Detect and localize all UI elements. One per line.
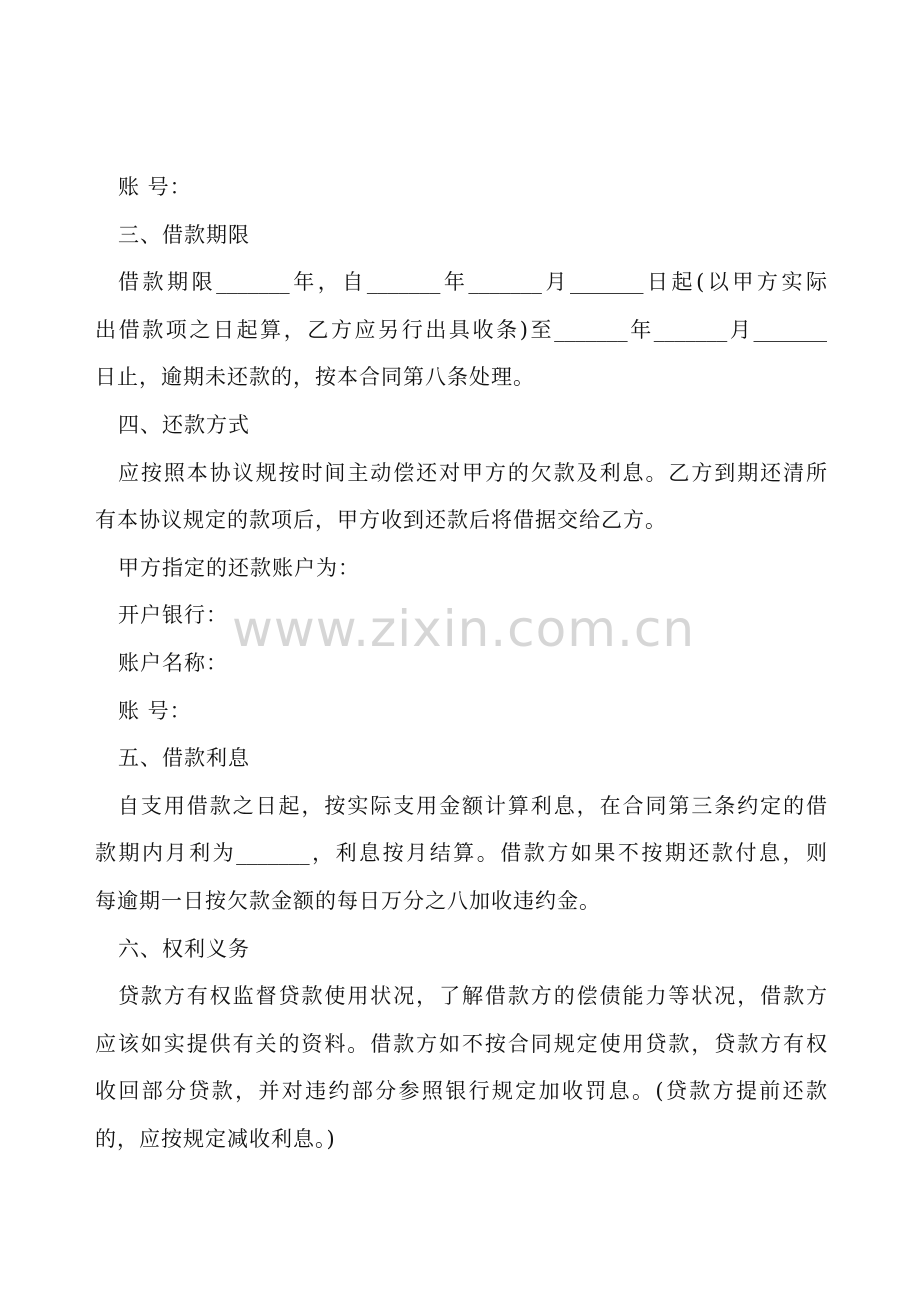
repayment-account-intro: 甲方指定的还款账户为： — [118, 555, 360, 580]
paragraph-line: 贷款方有权监督贷款使用状况，了解借款方的偿债能力等状况，借款方 — [118, 984, 827, 1009]
paragraph-line: 款期内月利为_______，利息按月结算。借款方如果不按期还款付息，则 — [95, 841, 827, 866]
document-body — [95, 164, 827, 1163]
watermark: www.zixin.com.cn — [232, 600, 696, 658]
paragraph-line: 自支用借款之日起，按实际支用金额计算利息，在合同第三条约定的借 — [118, 793, 827, 818]
paragraph-line: 每逾期一日按欠款金额的每日万分之八加收违约金。 — [95, 888, 601, 913]
section-heading-loan-term: 三、借款期限 — [118, 222, 250, 247]
paragraph-line: 出借款项之日起算，乙方应另行出具收条)至_______年_______月_______ — [95, 317, 827, 342]
section-heading-loan-interest: 五、借款利息 — [118, 746, 250, 771]
account-number-line-2: 账 号： — [118, 698, 192, 723]
account-name-line: 账户名称： — [118, 650, 228, 675]
paragraph-line: 应按照本协议规按时间主动偿还对甲方的欠款及利息。乙方到期还清所 — [118, 460, 827, 485]
section-heading-rights-obligations: 六、权利义务 — [118, 936, 250, 961]
bank-name-line: 开户银行： — [118, 603, 228, 628]
paragraph-line: 有本协议规定的款项后，甲方收到还款后将借据交给乙方。 — [95, 508, 667, 533]
paragraph-line: 日止，逾期未还款的，按本合同第八条处理。 — [95, 365, 535, 390]
account-number-line-1: 账 号： — [118, 175, 192, 199]
paragraph-line: 应该如实提供有关的资料。借款方如不按合同规定使用贷款，贷款方有权 — [95, 1031, 827, 1056]
section-heading-repayment-method: 四、还款方式 — [118, 412, 250, 437]
paragraph-line: 收回部分贷款，并对违约部分参照银行规定加收罚息。(贷款方提前还款 — [95, 1079, 827, 1104]
paragraph-line: 借款期限_______年，自_______年_______月_______日起(以甲方实际 — [118, 270, 827, 295]
paragraph-line: 的，应按规定减收利息。) — [95, 1126, 336, 1151]
